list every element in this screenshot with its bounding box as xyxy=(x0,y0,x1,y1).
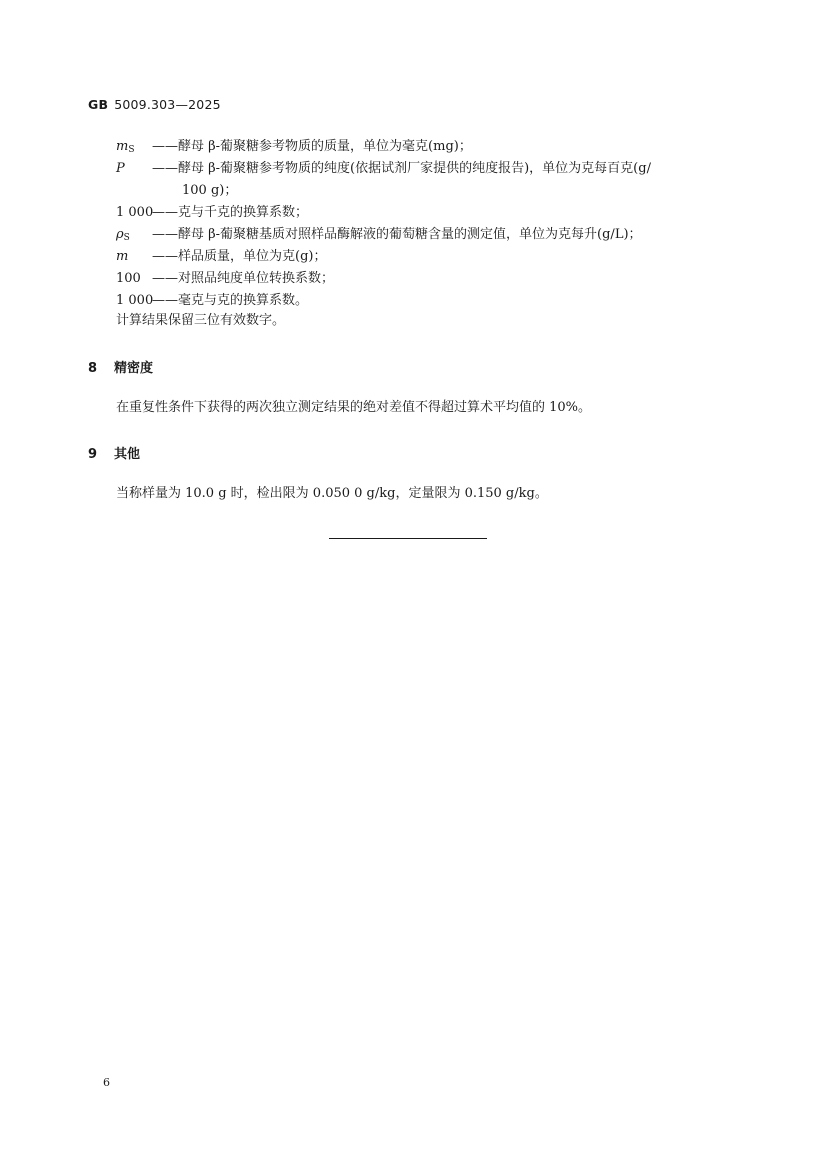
symbol: P xyxy=(116,161,125,176)
symbol: 1 000 xyxy=(116,205,154,220)
section-number: 8 xyxy=(88,361,98,376)
definition-row xyxy=(116,246,736,268)
definition-text: ——样品质量，单位为克(g)； xyxy=(152,249,327,264)
definition-row xyxy=(116,136,736,158)
symbol: 100 xyxy=(116,271,141,286)
definition-text: ——酵母 β-葡聚糖参考物质的纯度(依据试剂厂家提供的纯度报告)，单位为克每百克(g/ xyxy=(152,161,651,176)
definition-text: ——酵母 β-葡聚糖参考物质的质量，单位为毫克(mg)； xyxy=(152,139,472,154)
end-rule xyxy=(329,538,487,539)
definition-text: 100 g)； xyxy=(182,183,238,198)
page-number: 6 xyxy=(103,1076,110,1089)
definition-text: ——克与千克的换算系数； xyxy=(152,205,309,220)
section-paragraph: 在重复性条件下获得的两次独立测定结果的绝对差值不得超过算术平均值的 10%。 xyxy=(116,400,592,415)
definition-text: ——毫克与克的换算系数。 xyxy=(152,293,309,308)
document-header xyxy=(88,97,221,112)
standard-prefix: GB xyxy=(88,97,109,112)
definition-row-continuation xyxy=(116,180,736,202)
section-title: 精密度 xyxy=(114,361,154,376)
section-number: 9 xyxy=(88,447,98,462)
definition-row xyxy=(116,202,736,224)
symbol: m xyxy=(116,249,129,264)
section-heading-other xyxy=(88,443,140,462)
definition-text: ——对照品纯度单位转换系数； xyxy=(152,271,335,286)
definition-text: ——酵母 β-葡聚糖基质对照样品酶解液的葡萄糖含量的测定值，单位为克每升(g/L)； xyxy=(152,227,642,242)
definition-row xyxy=(116,224,736,246)
symbol: $m_S$ xyxy=(116,139,135,155)
definition-row xyxy=(116,158,736,180)
result-note: 计算结果保留三位有效数字。 xyxy=(116,313,286,328)
standard-code: 5009.303—2025 xyxy=(114,97,221,112)
symbol-definitions xyxy=(116,136,736,312)
section-heading-precision xyxy=(88,357,153,376)
definition-row xyxy=(116,290,736,312)
definition-row xyxy=(116,268,736,290)
symbol: $\rho_S$ xyxy=(116,227,130,243)
section-paragraph: 当称样量为 10.0 g 时，检出限为 0.050 0 g/kg，定量限为 0.150 g/kg。 xyxy=(116,486,548,501)
symbol: 1 000 xyxy=(116,293,154,308)
section-title: 其他 xyxy=(114,447,141,462)
